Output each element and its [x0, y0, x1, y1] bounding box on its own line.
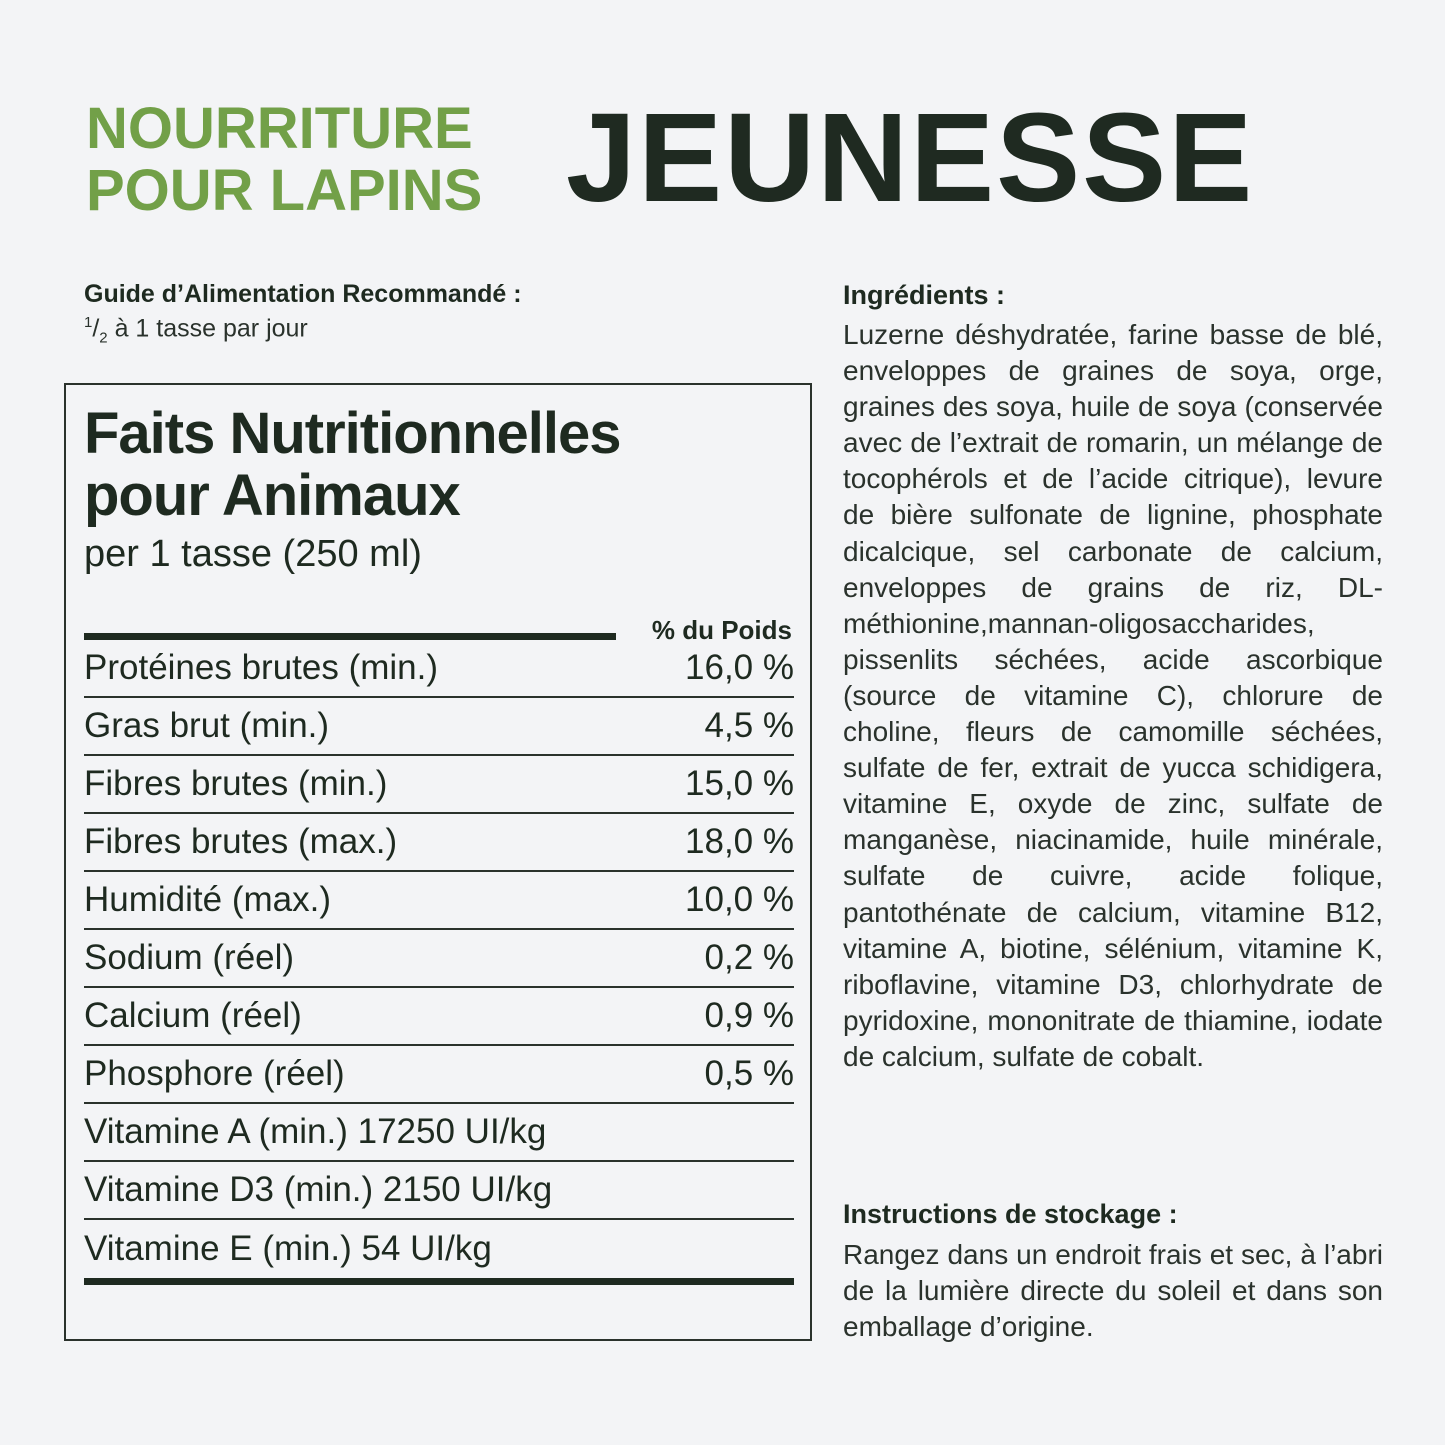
table-row [84, 698, 794, 756]
table-row [84, 1104, 794, 1162]
nutrient-name: Fibres brutes (min.) [84, 764, 388, 803]
storage-text: Rangez dans un endroit frais et sec, à l’abri de la lumière directe du soleil et dans son emballage d’origine. [843, 1239, 1383, 1343]
nutrient-name: Calcium (réel) [84, 996, 302, 1035]
table-row [84, 1046, 794, 1104]
header-subtitle [86, 98, 482, 222]
table-row [84, 1162, 794, 1220]
nutrient-name: Vitamine E (min.) 54 UI/kg [84, 1229, 492, 1268]
nutrition-title [84, 403, 621, 527]
nutrient-name: Phosphore (réel) [84, 1054, 345, 1093]
feeding-guide-label: Guide d’Alimentation Recommandé : [84, 280, 522, 308]
table-row [84, 988, 794, 1046]
nutrition-title-line1: Faits Nutritionnelles [84, 401, 621, 466]
header-divider [84, 633, 616, 640]
nutrient-value: 10,0 % [685, 880, 794, 919]
ingredients-label: Ingrédients : [843, 280, 1006, 310]
header-subtitle-line2: POUR LAPINS [86, 158, 483, 223]
nutrient-name: Vitamine D3 (min.) 2150 UI/kg [84, 1170, 553, 1209]
nutrition-panel [64, 383, 812, 1341]
table-row [84, 930, 794, 988]
nutrient-value: 18,0 % [685, 822, 794, 861]
header-title: JEUNESSE [566, 87, 1255, 228]
header-subtitle-line1: NOURRITURE [86, 96, 473, 161]
nutrition-title-line2: pour Animaux [84, 463, 460, 528]
fraction-denominator: 2 [99, 329, 108, 347]
nutrient-value: 4,5 % [704, 706, 794, 745]
nutrient-name: Humidité (max.) [84, 880, 331, 919]
nutrient-name: Protéines brutes (min.) [84, 648, 439, 687]
nutrient-name: Gras brut (min.) [84, 706, 330, 745]
nutrient-name: Sodium (réel) [84, 938, 295, 977]
table-row [84, 872, 794, 930]
nutrient-name: Vitamine A (min.) 17250 UI/kg [84, 1112, 547, 1151]
feeding-guide-value: $^1/_2$ à 1 tasse par jour [84, 314, 308, 347]
nutrient-value: 16,0 % [685, 648, 794, 687]
nutrition-rows [84, 640, 794, 1278]
nutrient-value: 0,2 % [704, 938, 794, 977]
ingredients-text: Luzerne déshydratée, farine basse de blé, enveloppes de graines de soya, orge, graines des soya, huile de soya (conservée avec de l’extrait de romarin, un mélange de tocophérols et de l’acide citrique), levure de bière sulfonate de lignine, phosphate dicalcique, sel carbonate de calcium, enveloppes de grains de riz, DL-méthionine,mannan-oligosaccharides, pissenlits séchées, acide ascorbique (source de vitamine C), chlorure de choline, fleurs de camomille séchées, sulfate de fer, extrait de yucca schidigera, vitamine E, oxyde de zinc, sulfate de manganèse, niacinamide, huile minérale, sulfate de cuivre, acide folique, pantothénate de calcium, vitamine B12, vitamine A, biotine, sélénium, vitamine K, riboflavine, vitamine D3, chlorhydrate de pyridoxine, mononitrate de thiamine, iodate de calcium, sulfate de cobalt. [843, 319, 1383, 1072]
column-header: % du Poids [651, 615, 792, 645]
table-row [84, 756, 794, 814]
footer-divider [84, 1278, 794, 1285]
table-row [84, 814, 794, 872]
serving-size: per 1 tasse (250 ml) [84, 533, 422, 575]
nutrient-value: 15,0 % [685, 764, 794, 803]
fraction-numerator: 1 [84, 314, 93, 331]
storage-label: Instructions de stockage : [843, 1199, 1178, 1229]
feeding-guide-rest: à 1 tasse par jour [107, 314, 308, 343]
nutrient-value: 0,9 % [704, 996, 794, 1035]
table-row [84, 1220, 794, 1278]
nutrient-value: 0,5 % [704, 1054, 794, 1093]
table-row [84, 640, 794, 698]
nutrient-name: Fibres brutes (max.) [84, 822, 398, 861]
